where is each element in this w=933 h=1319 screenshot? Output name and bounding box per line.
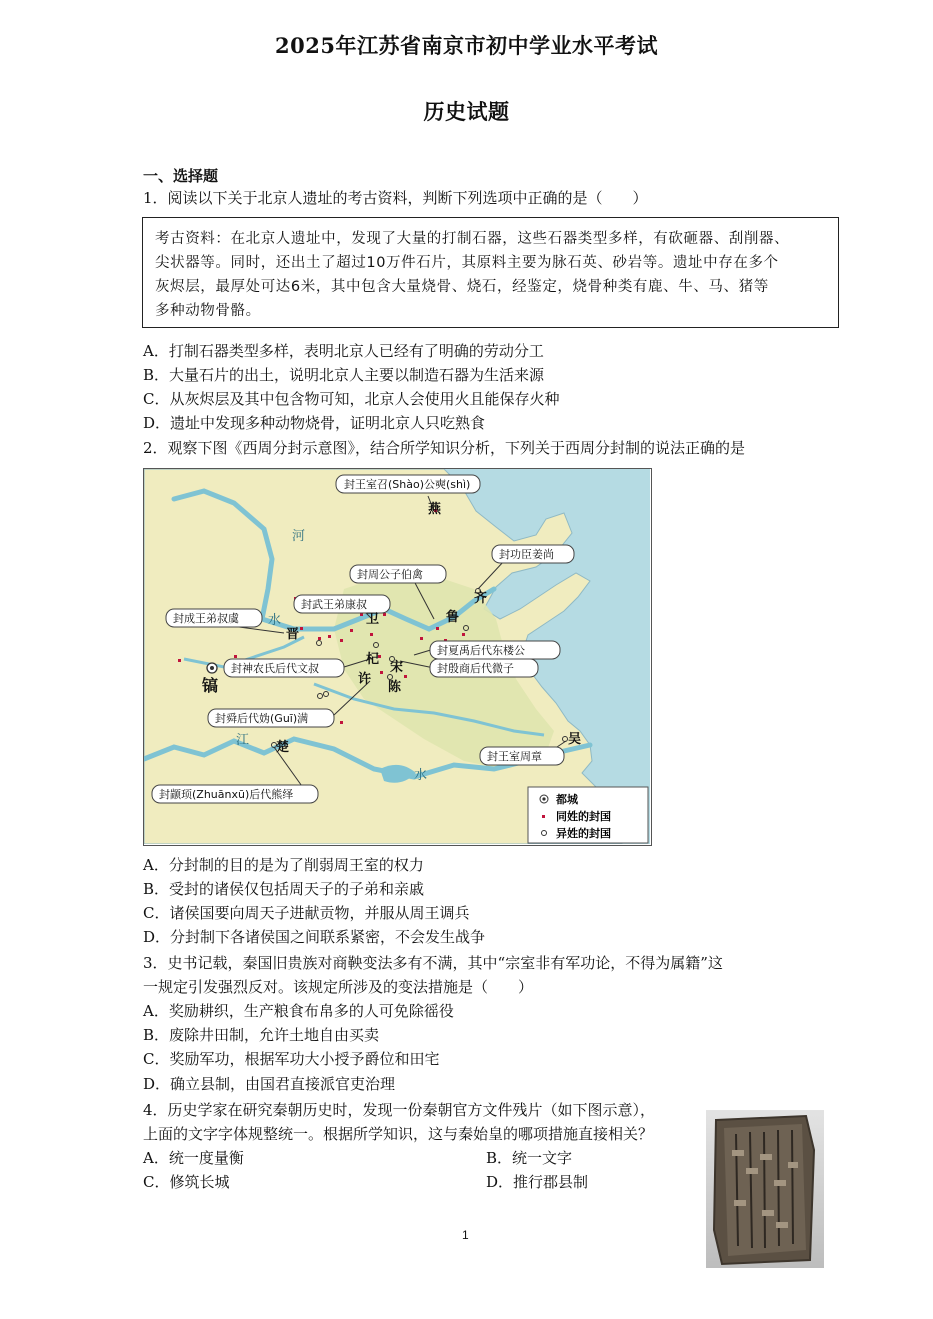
q4-option-d: D．推行郡县制 (486, 1173, 589, 1191)
q1-material-line: 考古资料：在北京人遗址中，发现了大量的打制石器，这些石器类型多样，有砍砸器、刮削器、 (155, 231, 790, 247)
legend-diff: 异姓的封国 (556, 827, 611, 840)
q1-material-line: 尖状器等。同时，还出土了超过10万件石片，其原料主要为脉石英、砂岩等。遗址中存在多个 (155, 255, 779, 271)
q3-stem-line1: 3．史书记载，秦国旧贵族对商鞅变法多有不满，其中“宗室非有军功论，不得为属籍”这 (143, 954, 723, 972)
legend-same: 同姓的封国 (556, 810, 611, 823)
map-callout-xia: 封夏禹后代东楼公 (437, 644, 525, 657)
map-place-label: 齐 (474, 591, 488, 606)
q2-option-a: A．分封制的目的是为了削弱周王室的权力 (143, 856, 424, 874)
map-place-label: 楚 (276, 740, 290, 755)
map-callout-lu: 封周公子伯禽 (357, 568, 423, 581)
map-place-label: 吴 (568, 732, 582, 747)
map-place-label: 水 (414, 768, 428, 783)
map-place-label: 宋 (390, 660, 404, 675)
q2-option-b: B．受封的诸侯仅包括周天子的子弟和亲戚 (143, 880, 425, 898)
map-callout-yan: 封王室召(Shào)公奭(shì) (344, 478, 471, 491)
q4-option-c: C．修筑长城 (143, 1173, 230, 1191)
map-legend (528, 787, 648, 843)
q1-material-line: 多种动物骨骼。 (155, 303, 261, 319)
map-place-label: 陈 (388, 680, 402, 695)
q1-stem: 1．阅读以下关于北京人遗址的考古资料，判断下列选项中正确的是（ ） (143, 189, 648, 207)
map-callout-chu: 封颛顼(Zhuānxū)后代熊绎 (159, 788, 294, 801)
map-callout-wei: 封武王弟康叔 (301, 598, 367, 611)
map-place-label: 江 (236, 733, 250, 748)
map-place-label: 水 (268, 613, 282, 628)
q2-option-d: D．分封制下各诸侯国之间联系紧密，不会发生战争 (143, 928, 486, 946)
map-place-label: 杞 (366, 652, 380, 667)
map-place-label: 燕 (428, 502, 442, 517)
map-place-label: 镐 (202, 676, 219, 695)
q3-option-c: C．奖励军功，根据军功大小授予爵位和田宅 (143, 1050, 440, 1068)
q3-option-b: B．废除井田制，允许土地自由买卖 (143, 1026, 380, 1044)
q1-option-d: D．遗址中发现多种动物烧骨，证明北京人只吃熟食 (143, 414, 486, 432)
q2-option-c: C．诸侯国要向周天子进献贡物，并服从周王调兵 (143, 904, 470, 922)
section-heading: 一、选择题 (143, 167, 219, 185)
q1-material-line: 灰烬层，最厚处可达6米，其中包含大量烧骨、烧石，经鉴定，烧骨种类有鹿、牛、马、猪等 (155, 279, 769, 295)
map-place-label: 河 (292, 529, 306, 544)
map-callout-wu: 封王室周章 (487, 750, 542, 763)
legend-capital: 都城 (556, 793, 578, 806)
q4-option-a: A．统一度量衡 (143, 1149, 244, 1167)
map-callout-shang: 封殷商后代微子 (437, 662, 514, 675)
q4-stem-line2: 上面的文字字体规整统一。根据所学知识，这与秦始皇的哪项措施直接相关？ (143, 1125, 654, 1143)
qin-document-photo (706, 1110, 824, 1268)
exam-title: 2025年江苏省南京市初中学业水平考试 (275, 33, 658, 58)
q3-option-d: D．确立县制，由国君直接派官吏治理 (143, 1075, 396, 1093)
q1-material-box (142, 217, 839, 328)
q2-stem: 2．观察下图《西周分封示意图》，结合所学知识分析，下列关于西周分封制的说法正确的是 (143, 439, 746, 457)
q4-stem-line1: 4．历史学家在研究秦朝历史时，发现一份秦朝官方文件残片（如下图示意）， (143, 1101, 656, 1119)
map-place-label: 许 (358, 672, 372, 687)
q4-option-b: B．统一文字 (486, 1149, 573, 1167)
map-callout-qi: 封功臣姜尚 (499, 548, 554, 561)
map-place-label: 晋 (286, 627, 300, 642)
q1-option-b: B．大量石片的出土，说明北京人主要以制造石器为生活来源 (143, 366, 545, 384)
q3-option-a: A．奖励耕织，生产粮食布帛多的人可免除徭役 (143, 1002, 454, 1020)
exam-subtitle: 历史试题 (423, 99, 510, 124)
western-zhou-map (143, 468, 652, 846)
q1-option-c: C．从灰烬层及其中包含物可知，北京人会使用火且能保存火种 (143, 390, 560, 408)
map-callout-shun: 封舜后代妫(Guī)满 (215, 712, 309, 725)
q3-stem-line2: 一规定引发强烈反对。该规定所涉及的变法措施是（ ） (143, 978, 534, 996)
map-callout-jin: 封成王弟叔虞 (173, 612, 239, 625)
q1-option-a: A．打制石器类型多样，表明北京人已经有了明确的劳动分工 (143, 342, 544, 360)
map-place-label: 鲁 (446, 610, 460, 625)
map-callout-shennong: 封神农氏后代文叔 (231, 662, 319, 675)
map-place-label: 卫 (366, 612, 380, 627)
page-number: 1 (462, 1228, 469, 1242)
